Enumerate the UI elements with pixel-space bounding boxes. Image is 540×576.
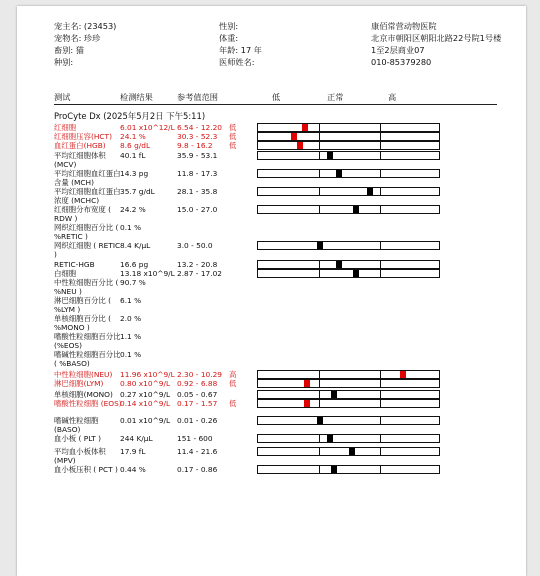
test-name: 嗜碱性粒细胞 (BASO) xyxy=(54,416,99,434)
reference-range: 11.4 - 21.6 xyxy=(177,447,218,456)
test-result: 6.1 % xyxy=(120,296,142,305)
test-result: 16.6 pg xyxy=(120,260,149,269)
weight: 体重: xyxy=(219,33,239,43)
range-divider xyxy=(319,206,320,213)
breed: 种别: xyxy=(54,57,74,67)
result-marker xyxy=(317,242,323,249)
range-divider xyxy=(319,261,320,268)
range-indicator xyxy=(257,123,440,132)
range-indicator xyxy=(257,132,440,141)
result-marker xyxy=(349,448,355,455)
range-divider xyxy=(319,380,320,387)
range-indicator xyxy=(257,390,440,399)
test-name: 嗜酸性粒细胞百分比 (%EOS) xyxy=(54,332,121,350)
result-marker xyxy=(317,417,323,424)
test-result: 2.0 % xyxy=(120,314,142,323)
reference-range: 30.3 - 52.3 xyxy=(177,132,218,141)
range-divider xyxy=(380,466,381,473)
column-low: 低 xyxy=(272,92,281,102)
range-indicator xyxy=(257,141,440,150)
range-indicator xyxy=(257,169,440,178)
range-divider xyxy=(380,417,381,424)
range-divider xyxy=(380,188,381,195)
age: 年龄: 17 年 xyxy=(219,45,262,55)
test-name: 血小板压积 ( PCT ) xyxy=(54,465,118,474)
range-indicator xyxy=(257,465,440,474)
clinic-name: 康佰常营动物医院 xyxy=(371,21,437,31)
reference-range: 28.1 - 35.8 xyxy=(177,187,218,196)
test-name: 中性粒细胞百分比 ( %NEU ) xyxy=(54,278,119,296)
section-title: ProCyte Dx (2025年5月2日 下午5:11) xyxy=(54,111,206,121)
test-result: 0.80 x10^9/L xyxy=(120,379,171,388)
reference-range: 15.0 - 27.0 xyxy=(177,205,218,214)
doctor-name: 医师姓名: xyxy=(219,57,255,67)
test-result: 8.4 K/μL xyxy=(120,241,151,250)
range-divider xyxy=(380,124,381,131)
test-result: 90.7 % xyxy=(120,278,146,287)
range-indicator xyxy=(257,399,440,408)
test-result: 40.1 fL xyxy=(120,151,146,160)
test-result: 0.14 x10^9/L xyxy=(120,399,171,408)
range-divider xyxy=(380,261,381,268)
range-indicator xyxy=(257,434,440,443)
test-result: 14.3 pg xyxy=(120,169,149,178)
range-divider xyxy=(380,400,381,407)
range-indicator xyxy=(257,269,440,278)
range-divider xyxy=(380,448,381,455)
column-high: 高 xyxy=(388,92,397,102)
test-name: RETIC-HGB xyxy=(54,260,95,269)
test-result: 35.7 g/dL xyxy=(120,187,155,196)
test-result: 13.18 x10^9/L xyxy=(120,269,175,278)
result-marker xyxy=(331,466,337,473)
test-result: 0.44 % xyxy=(120,465,146,474)
test-name: 单核细胞(MONO) xyxy=(54,390,113,399)
reference-range: 0.17 - 1.57 xyxy=(177,399,218,408)
clinic-address-line1: 北京市朝阳区朝阳北路22号院1号楼 xyxy=(371,33,502,43)
range-divider xyxy=(319,448,320,455)
column-normal: 正常 xyxy=(327,92,344,102)
test-result: 11.96 x10^9/L xyxy=(120,370,175,379)
range-divider xyxy=(380,435,381,442)
reference-range: 3.0 - 50.0 xyxy=(177,241,213,250)
reference-range: 2.87 - 17.02 xyxy=(177,269,222,278)
result-flag: 高 xyxy=(229,370,237,379)
report-page xyxy=(17,6,526,576)
result-marker xyxy=(331,391,337,398)
test-result: 0.1 % xyxy=(120,350,142,359)
test-result: 17.9 fL xyxy=(120,447,146,456)
result-marker xyxy=(291,133,297,140)
test-result: 1.1 % xyxy=(120,332,142,341)
range-divider xyxy=(380,170,381,177)
range-indicator xyxy=(257,241,440,250)
reference-range: 11.8 - 17.3 xyxy=(177,169,218,178)
result-marker xyxy=(353,270,359,277)
range-divider xyxy=(319,400,320,407)
range-divider xyxy=(319,371,320,378)
owner-name: 宠主名: (23453) xyxy=(54,21,117,31)
range-divider xyxy=(319,270,320,277)
range-divider xyxy=(380,270,381,277)
range-divider xyxy=(319,466,320,473)
range-divider xyxy=(319,170,320,177)
test-name: 淋巴细胞(LYM) xyxy=(54,379,104,388)
range-divider xyxy=(319,435,320,442)
test-name: 嗜碱性粒细胞百分比 ( %BASO) xyxy=(54,350,121,368)
range-divider xyxy=(380,142,381,149)
reference-range: 0.92 - 6.88 xyxy=(177,379,218,388)
test-name: 网织红细胞 ( RETIC ) xyxy=(54,241,121,259)
result-marker xyxy=(367,188,373,195)
result-flag: 低 xyxy=(229,132,237,141)
result-marker xyxy=(336,261,342,268)
range-divider xyxy=(380,371,381,378)
result-flag: 低 xyxy=(229,399,237,408)
test-result: 24.2 % xyxy=(120,205,146,214)
test-name: 平均红细胞血红蛋白浓度 (MCHC) xyxy=(54,187,121,205)
reference-range: 35.9 - 53.1 xyxy=(177,151,218,160)
range-divider xyxy=(319,152,320,159)
range-indicator xyxy=(257,205,440,214)
result-marker xyxy=(297,142,303,149)
pet-name: 宠物名: 珍珍 xyxy=(54,33,101,43)
range-indicator xyxy=(257,370,440,379)
test-name: 红细胞压容(HCT) xyxy=(54,132,112,141)
species: 畜别: 猫 xyxy=(54,45,84,55)
range-indicator xyxy=(257,416,440,425)
reference-range: 0.01 - 0.26 xyxy=(177,416,218,425)
result-marker xyxy=(353,206,359,213)
reference-range: 9.8 - 16.2 xyxy=(177,141,213,150)
reference-range: 13.2 - 20.8 xyxy=(177,260,218,269)
range-divider xyxy=(319,142,320,149)
test-result: 6.01 x10^12/L xyxy=(120,123,175,132)
test-name: 嗜酸性粒细胞 (EOS) xyxy=(54,399,122,408)
range-indicator xyxy=(257,260,440,269)
test-name: 红细胞 xyxy=(54,123,77,132)
result-flag: 低 xyxy=(229,141,237,150)
reference-range: 0.05 - 0.67 xyxy=(177,390,218,399)
range-divider xyxy=(380,242,381,249)
test-name: 单核细胞百分比 ( %MONO ) xyxy=(54,314,111,332)
test-result: 24.1 % xyxy=(120,132,146,141)
range-indicator xyxy=(257,447,440,456)
range-divider xyxy=(380,133,381,140)
range-indicator xyxy=(257,379,440,388)
test-name: 红细胞分布宽度 ( RDW ) xyxy=(54,205,111,223)
result-marker xyxy=(304,380,310,387)
result-marker xyxy=(327,435,333,442)
column-test: 测试 xyxy=(54,92,71,102)
range-divider xyxy=(380,391,381,398)
test-name: 血红蛋白(HGB) xyxy=(54,141,106,150)
result-flag: 低 xyxy=(229,123,237,132)
test-name: 平均红细胞体积 (MCV) xyxy=(54,151,106,169)
sex: 性别: xyxy=(219,21,239,31)
test-result: 0.01 x10^9/L xyxy=(120,416,171,425)
reference-range: 151 - 600 xyxy=(177,434,213,443)
result-flag: 低 xyxy=(229,379,237,388)
range-indicator xyxy=(257,151,440,160)
column-result: 检测结果 xyxy=(120,92,153,102)
test-name: 血小板 ( PLT ) xyxy=(54,434,102,443)
result-marker xyxy=(302,124,308,131)
range-divider xyxy=(319,133,320,140)
range-indicator xyxy=(257,187,440,196)
result-marker xyxy=(304,400,310,407)
result-marker xyxy=(336,170,342,177)
test-name: 白细胞 xyxy=(54,269,77,278)
range-divider xyxy=(380,380,381,387)
range-divider xyxy=(319,124,320,131)
clinic-address-line2: 1至2层商业07 xyxy=(371,45,425,55)
reference-range: 2.30 - 10.29 xyxy=(177,370,222,379)
test-name: 网织红细胞百分比 ( %RETIC ) xyxy=(54,223,119,241)
range-divider xyxy=(319,391,320,398)
test-name: 平均红细胞血红蛋白含量 (MCH) xyxy=(54,169,121,187)
column-reference: 参考值范围 xyxy=(177,92,218,102)
range-divider xyxy=(380,152,381,159)
test-result: 244 K/μL xyxy=(120,434,153,443)
range-divider xyxy=(319,188,320,195)
test-result: 8.6 g/dL xyxy=(120,141,151,150)
reference-range: 6.54 - 12.20 xyxy=(177,123,222,132)
test-name: 淋巴细胞百分比 ( %LYM ) xyxy=(54,296,111,314)
test-name: 平均血小板体积 (MPV) xyxy=(54,447,106,465)
header-divider xyxy=(54,104,497,105)
result-marker xyxy=(327,152,333,159)
reference-range: 0.17 - 0.86 xyxy=(177,465,218,474)
test-name: 中性粒细胞(NEU) xyxy=(54,370,113,379)
clinic-phone: 010-85379280 xyxy=(371,57,432,67)
test-result: 0.1 % xyxy=(120,223,142,232)
range-divider xyxy=(380,206,381,213)
test-result: 0.27 x10^9/L xyxy=(120,390,171,399)
result-marker xyxy=(400,371,406,378)
